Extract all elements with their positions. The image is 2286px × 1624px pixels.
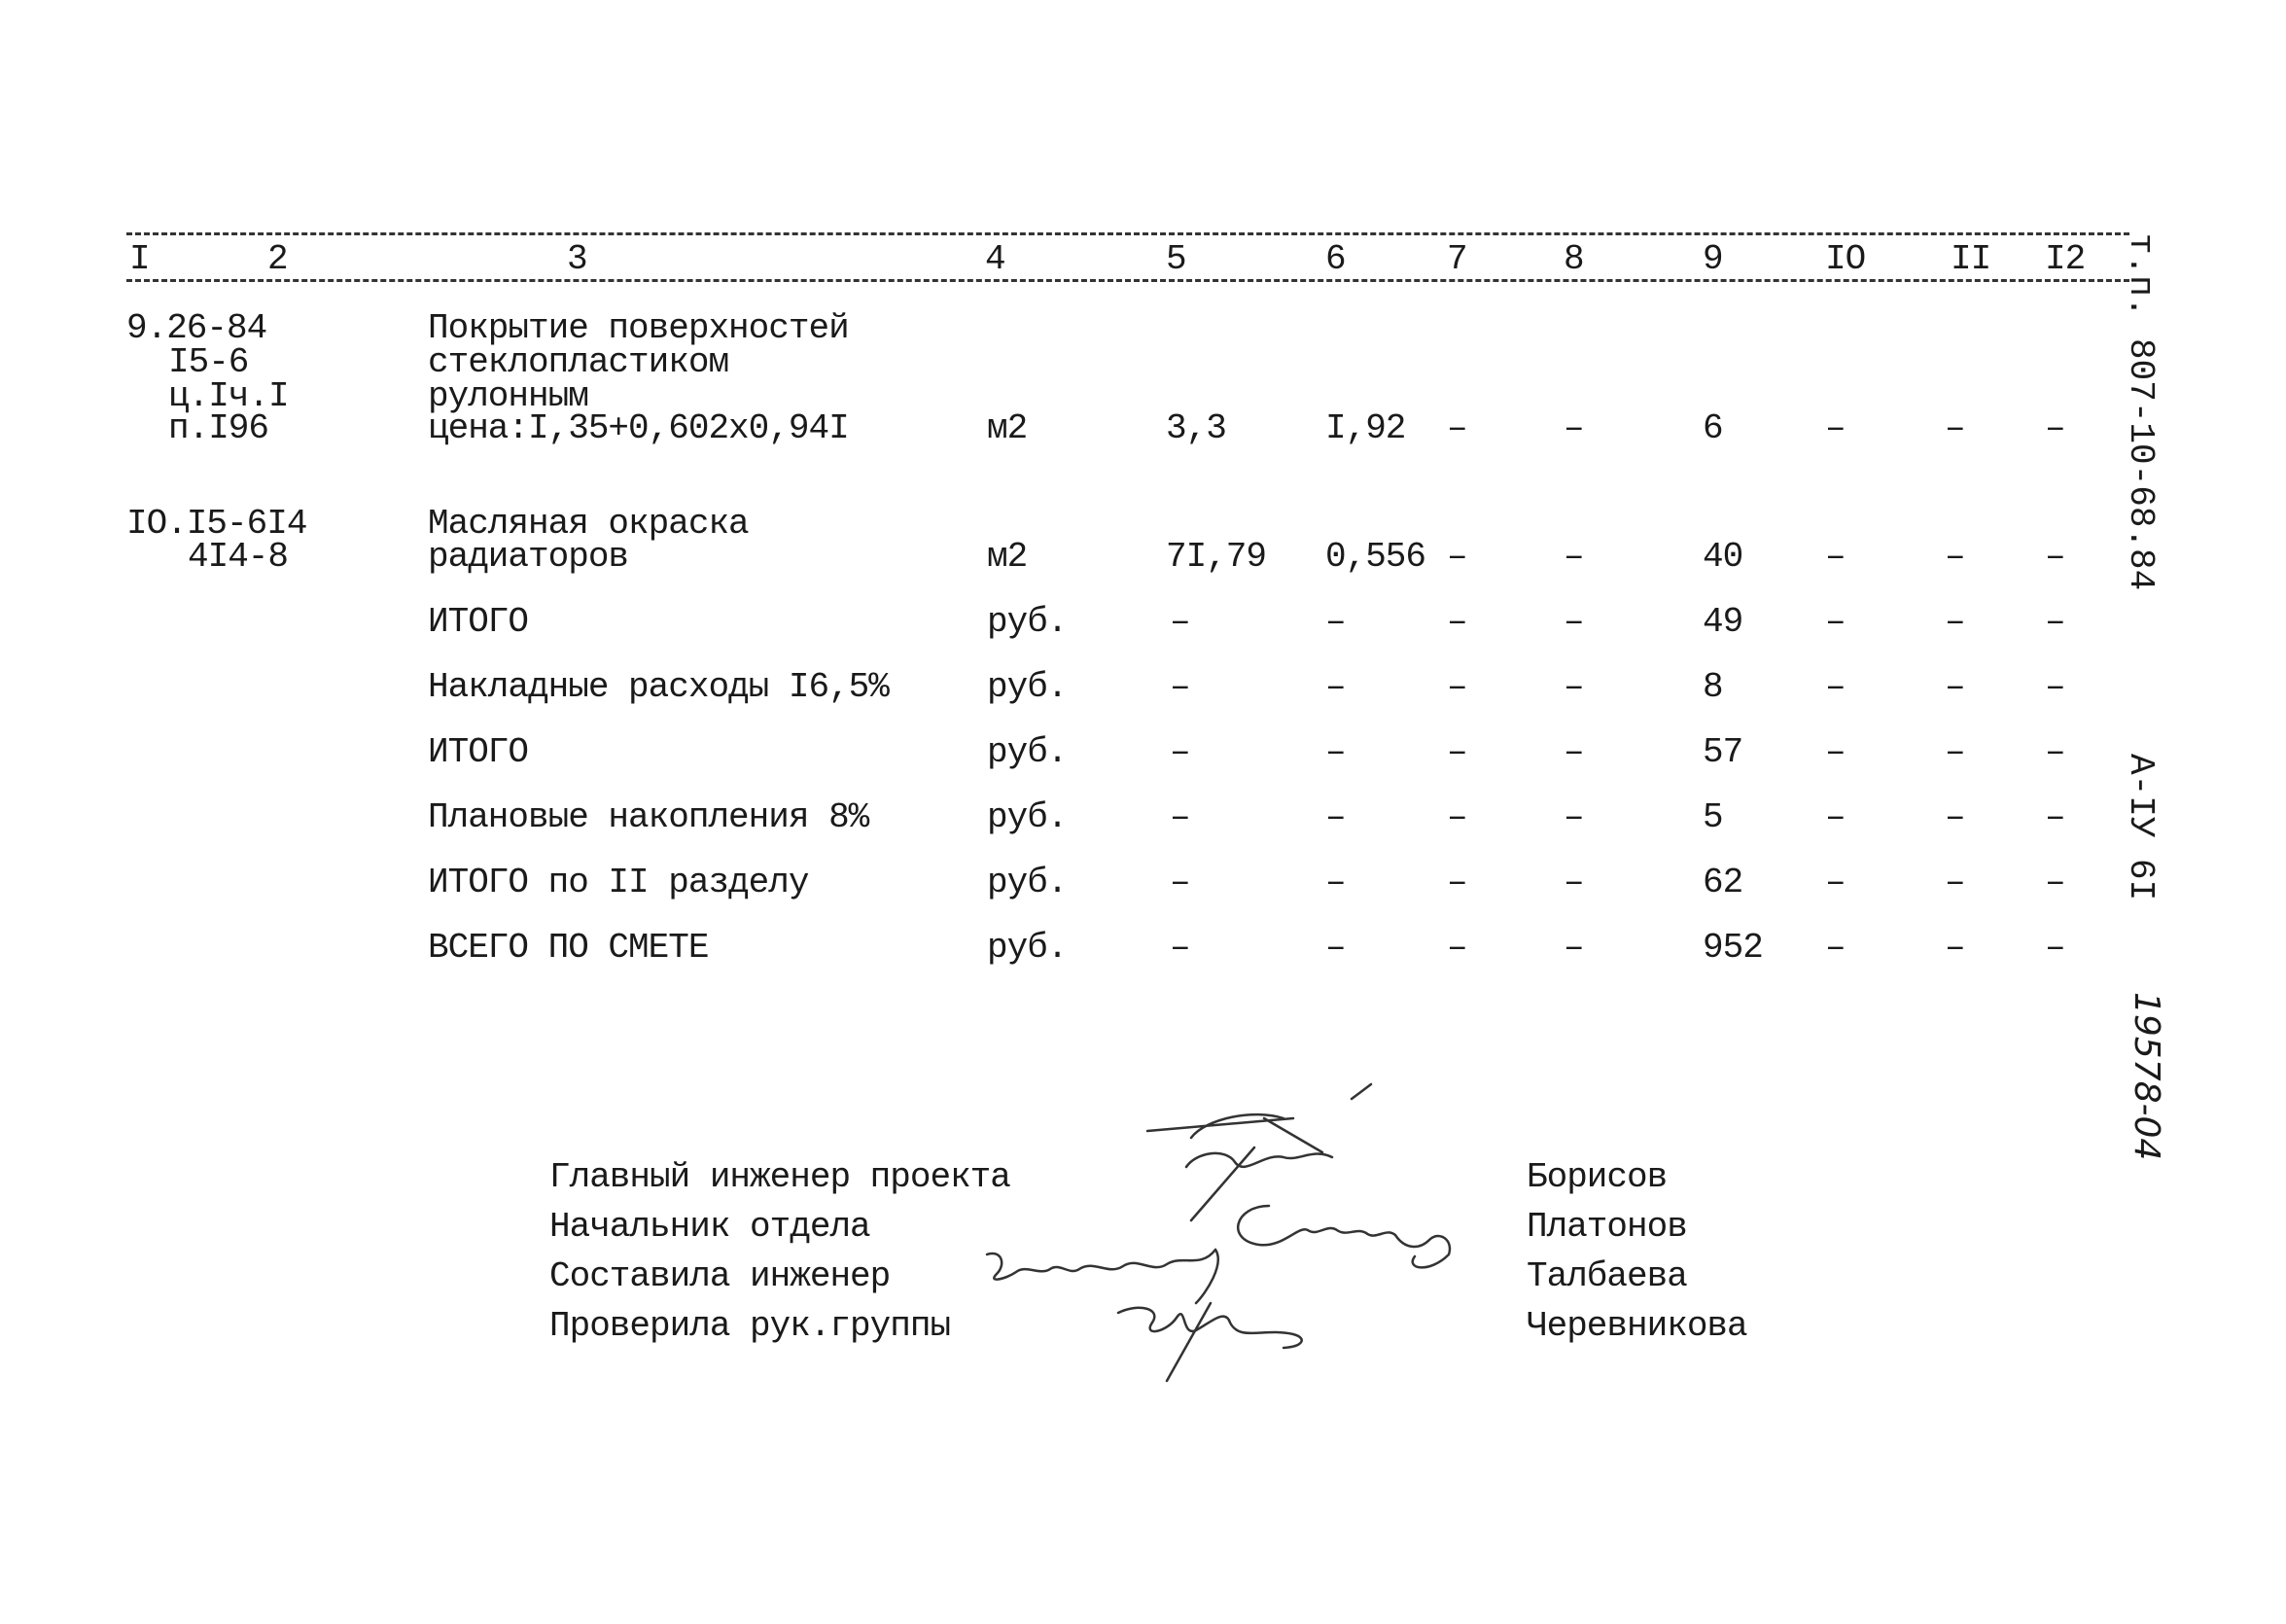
row-col10: – [1825,667,1846,707]
row-code-line: IO.I5-6I4 [126,504,307,544]
signature-checker [1118,1303,1302,1381]
row-col11: – [1945,863,1965,902]
row-col5: – [1170,797,1190,837]
row-col12: – [2045,928,2065,968]
signature-name: Борисов [1527,1157,1668,1197]
row-col10: – [1825,537,1846,577]
signature-name: Черевникова [1527,1306,1747,1346]
row-description: рулонным [428,376,588,416]
row-description: Накладные расходы I6,5% [428,667,889,707]
row-unit: руб. [987,602,1068,642]
col-header-12: I2 [2045,239,2086,279]
row-col11: – [1945,797,1965,837]
row-col6: 0,556 [1325,537,1426,577]
row-col8: – [1564,797,1584,837]
row-col7: – [1447,602,1467,642]
row-description: Покрытие поверхностей [428,308,849,348]
col-header-10: IO [1825,239,1866,279]
col-header-1: I [129,239,150,279]
row-code-line: 9.26-84 [126,308,267,348]
row-unit: руб. [987,863,1068,902]
col-header-8: 8 [1564,239,1584,279]
row-unit: руб. [987,732,1068,772]
row-description: Масляная окраска [428,504,749,544]
row-col5: – [1170,732,1190,772]
col-header-4: 4 [985,239,1005,279]
row-col7: – [1447,667,1467,707]
row-col10: – [1825,732,1846,772]
row-col5: – [1170,928,1190,968]
row-col9: 57 [1703,732,1743,772]
row-col6: – [1325,928,1346,968]
signature-role: Составила инженер [549,1256,891,1296]
row-col8: – [1564,928,1584,968]
row-col11: – [1945,928,1965,968]
row-col10: – [1825,602,1846,642]
row-col11: – [1945,732,1965,772]
margin-project-code: т.п. 807-10-68.84 [2121,233,2161,591]
col-header-9: 9 [1703,239,1723,279]
margin-inventory-number: 19578-04 [2127,992,2166,1161]
row-col9: 62 [1703,863,1743,902]
col-header-7: 7 [1447,239,1467,279]
row-col8: – [1564,667,1584,707]
signature-role: Проверила рук.группы [549,1306,951,1346]
row-col7: – [1447,863,1467,902]
signature-chief-engineer [1147,1084,1371,1220]
col-header-11: II [1951,239,1991,279]
margin-album: А-IУ 6I [2121,754,2161,901]
row-col10: – [1825,797,1846,837]
row-code-line: 4I4-8 [188,537,289,577]
row-col12: – [2045,667,2065,707]
row-col5: 7I,79 [1166,537,1267,577]
row-col12: – [2045,408,2065,448]
row-description: ИТОГО [428,602,529,642]
signature-compiler [987,1250,1218,1303]
row-description: стеклопластиком [428,342,729,382]
row-col12: – [2045,797,2065,837]
row-col11: – [1945,537,1965,577]
row-col5: – [1170,863,1190,902]
row-col10: – [1825,863,1846,902]
row-col10: – [1825,408,1846,448]
row-col12: – [2045,732,2065,772]
signature-name: Талбаева [1527,1256,1687,1296]
row-description: ВСЕГО ПО СМЕТЕ [428,928,709,968]
row-col6: – [1325,667,1346,707]
row-description: Плановые накопления 8% [428,797,869,837]
col-header-3: 3 [567,239,587,279]
row-col5: 3,3 [1166,408,1226,448]
row-col8: – [1564,863,1584,902]
col-header-2: 2 [267,239,288,279]
row-col6: I,92 [1325,408,1406,448]
row-col5: – [1170,602,1190,642]
row-col8: – [1564,537,1584,577]
row-unit: руб. [987,928,1068,968]
row-col9: 6 [1703,408,1723,448]
signature-department-head [1238,1206,1450,1267]
row-col9: 40 [1703,537,1743,577]
row-col7: – [1447,797,1467,837]
row-description: ИТОГО по II разделу [428,863,809,902]
row-col7: – [1447,537,1467,577]
row-col11: – [1945,408,1965,448]
row-col11: – [1945,602,1965,642]
row-col7: – [1447,732,1467,772]
row-code-line: I5-6 [168,342,249,382]
row-col12: – [2045,537,2065,577]
row-description: цена:I,35+0,602х0,94I [428,408,849,448]
row-col9: 49 [1703,602,1743,642]
row-col8: – [1564,732,1584,772]
row-col6: – [1325,602,1346,642]
row-col6: – [1325,863,1346,902]
row-col5: – [1170,667,1190,707]
col-header-6: 6 [1325,239,1346,279]
row-col6: – [1325,732,1346,772]
row-unit: м2 [987,408,1028,448]
row-col9: 5 [1703,797,1723,837]
row-col6: – [1325,797,1346,837]
row-col9: 952 [1703,928,1763,968]
row-col8: – [1564,602,1584,642]
row-description: ИТОГО [428,732,529,772]
row-col10: – [1825,928,1846,968]
row-code-line: п.I96 [168,408,269,448]
row-unit: м2 [987,537,1028,577]
row-col12: – [2045,863,2065,902]
row-col7: – [1447,408,1467,448]
signature-role: Главный инженер проекта [549,1157,1010,1197]
col-header-5: 5 [1166,239,1186,279]
row-unit: руб. [987,797,1068,837]
signature-name: Платонов [1527,1207,1687,1247]
row-unit: руб. [987,667,1068,707]
row-code-line: ц.Iч.I [168,376,289,416]
row-col8: – [1564,408,1584,448]
signature-role: Начальник отдела [549,1207,870,1247]
row-col12: – [2045,602,2065,642]
row-col9: 8 [1703,667,1723,707]
row-col11: – [1945,667,1965,707]
row-col7: – [1447,928,1467,968]
row-description: радиаторов [428,537,629,577]
